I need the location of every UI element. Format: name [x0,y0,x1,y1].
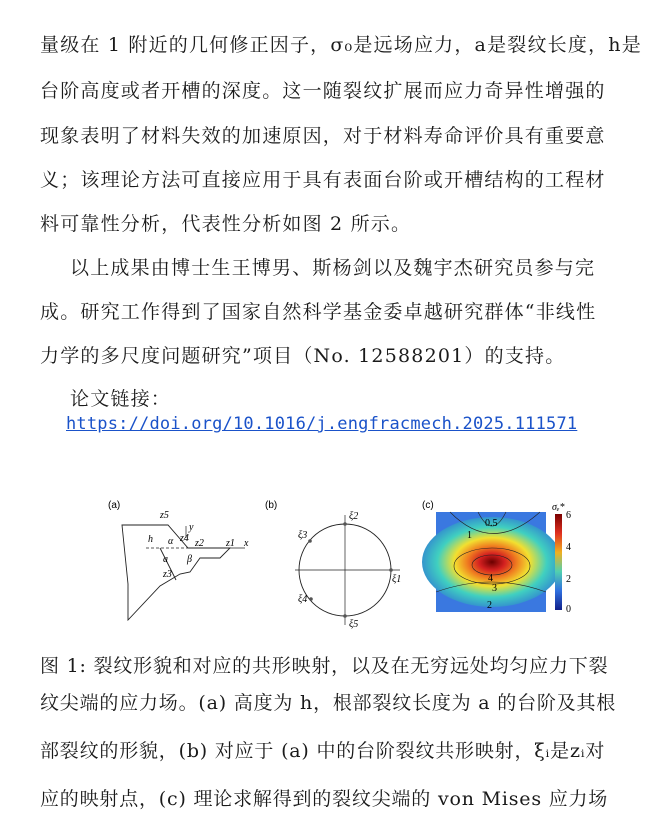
paragraph-1-line-5: 料可靠性分析，代表性分析如图 2 所示。 [40,213,412,235]
step-crack-outline [122,525,230,620]
label-z4: z4 [180,533,189,544]
label-xi4: ξ4 [298,594,308,605]
colorbar-tick-2: 2 [566,574,571,585]
label-z2: z2 [195,538,204,549]
label-z3: z3 [163,569,172,580]
label-y: y [189,522,194,533]
point-xi3 [308,539,312,543]
point-xi5 [343,614,347,618]
contour-label-3: 3 [492,583,497,594]
paragraph-1-line-2: 台阶高度或者开槽的深度。这一随裂纹扩展而应力奇异性增强的 [40,80,606,102]
point-xi1 [389,568,393,572]
colorbar-title: σₑ* [552,502,565,513]
label-alpha: α [168,536,174,547]
caption-line-2: 纹尖端的应力场。(a) 高度为 h，根部裂纹长度为 a 的台阶及其根 [40,692,617,714]
label-z5: z5 [160,510,169,521]
paragraph-1-line-3: 现象表明了材料失效的加速原因，对于材料寿命评价具有重要意 [40,125,606,147]
contour-label-1: 1 [467,530,472,541]
label-xi3: ξ3 [298,530,308,541]
colorbar [555,514,562,610]
label-a: a [163,554,168,565]
paragraph-1-line-4: 义；该理论方法可直接应用于具有表面台阶或开槽结构的工程材 [40,169,606,191]
label-h: h [148,534,153,545]
colorbar-tick-6: 6 [566,510,571,521]
panel-b-label: (b) [265,500,278,511]
label-x: x [244,538,249,549]
point-xi2 [343,522,347,526]
contour-label-2: 2 [487,600,492,611]
label-z1: z1 [226,538,235,549]
label-xi2: ξ2 [349,511,359,522]
label-beta: β [187,554,192,565]
caption-line-4: 应的映射点，(c) 理论求解得到的裂纹尖端的 von Mises 应力场 [40,788,609,810]
paragraph-1-line-1: 量级在 1 附近的几何修正因子，σ₀是远场应力，a是裂纹长度，h是 [40,34,642,56]
point-xi4 [309,597,313,601]
paragraph-2-line-3: 力学的多尺度问题研究”项目（No. 12588201）的支持。 [40,345,566,367]
contour-label-4: 4 [488,573,493,584]
caption-line-3: 部裂纹的形貌，(b) 对应于 (a) 中的台阶裂纹共形映射，ξᵢ是zᵢ对 [40,740,606,762]
paragraph-2-line-2: 成。研究工作得到了国家自然科学基金委卓越研究群体“非线性 [40,301,597,323]
link-label: 论文链接： [70,388,172,410]
label-xi5: ξ5 [349,619,359,630]
contour-label-05: 0.5 [485,518,498,529]
caption-line-1: 图 1: 裂纹形貌和对应的共形映射，以及在无穷远处均匀应力下裂 [40,655,609,677]
colorbar-tick-0: 0 [566,604,571,615]
panel-c-label: (c) [422,500,434,511]
panel-a-label: (a) [108,500,121,511]
colorbar-tick-4: 4 [566,542,571,553]
figure-1 [100,500,580,630]
paper-doi-link[interactable]: https://doi.org/10.1016/j.engfracmech.2025.111571 [66,414,578,434]
label-xi1: ξ1 [392,574,402,585]
paragraph-2-line-1: 以上成果由博士生王博男、斯杨剑以及魏宇杰研究员参与完 [70,257,596,279]
